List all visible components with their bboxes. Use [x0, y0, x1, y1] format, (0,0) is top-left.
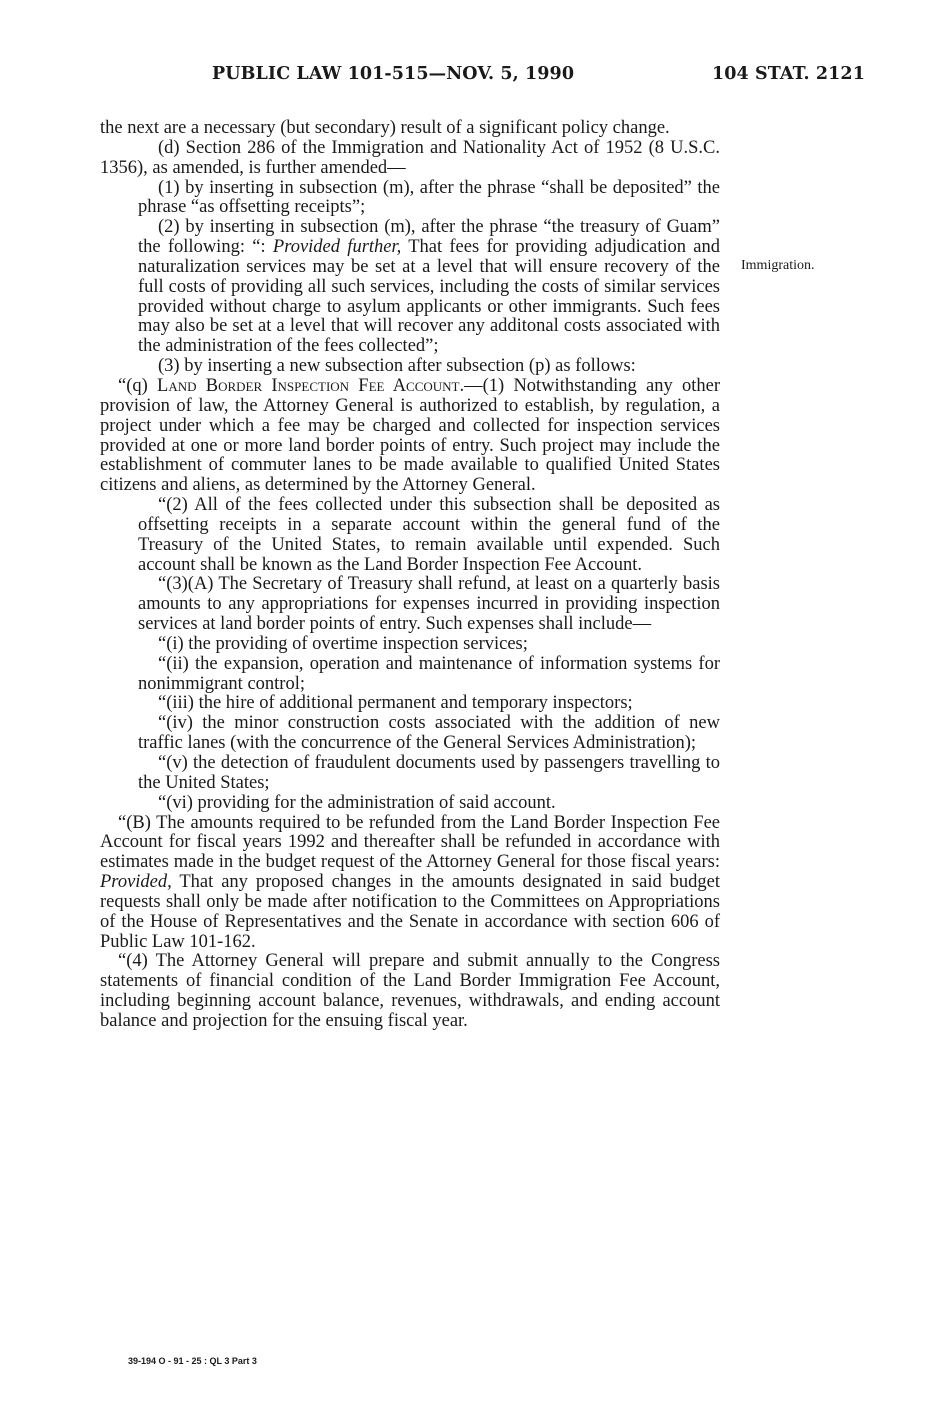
italic-run: Provided, — [100, 872, 172, 893]
paragraph: “(vi) providing for the administration of said account. — [158, 792, 556, 813]
paragraph: “(2) All of the fees collected under this subsection shall be deposited as offsetting receipts in a separate account within the general fund of the Treasury of the United States, to remain available until expended. Such account shall be known as the Land Border Inspection Fee Account. — [138, 495, 720, 575]
text-run: That fees for providing adjudication and naturalization services may be set at a level that will ensure recovery of the full costs of providing all such services, including the costs of similar services provided without charge to asylum applicants or other immigrants. Such fees may also be set at a level that will recover any additonal costs associated with the administration of the fees collected”; — [138, 237, 720, 357]
text-run: (2) by inserting in subsection (m), after the phrase “the treasury of Guam” the following: “: — [138, 217, 720, 258]
paragraph: (1) by inserting in subsection (m), after the phrase “shall be deposited” the phrase “as offsetting receipts”; — [138, 177, 720, 218]
text-run: “(B) The amounts required to be refunded from the Land Border Inspection Fee Account for fiscal years 1992 and thereafter shall be refunded in accordance with estimates made in the budget request of the Attorney General for those fiscal years: — [100, 812, 720, 873]
paragraph — [100, 377, 720, 496]
section-heading: Land Border Inspection Fee Account. — [157, 375, 465, 396]
running-head: PUBLIC LAW 101-515—NOV. 5, 1990 — [212, 64, 575, 84]
print-code-footer: 39-194 O - 91 - 25 : QL 3 Part 3 — [128, 1356, 257, 1366]
paragraph: “(4) The Attorney General will prepare and submit annually to the Congress statements of financial condition of the Land Border Immigration Fee Account, including beginning account balance, revenues, withdrawals, and ending account balance and projection for the ensuing fiscal year. — [100, 951, 720, 1031]
paragraph: “(iv) the minor construction costs associated with the addition of new traffic lanes (with the concurrence of the General Services Administration); — [138, 713, 720, 754]
text-run: “(q) — [118, 375, 158, 396]
body-text — [100, 119, 720, 1032]
paragraph: (d) Section 286 of the Immigration and Nationality Act of 1952 (8 U.S.C. 1356), as amended, is further amended— — [100, 137, 720, 178]
paragraph: (3) by inserting a new subsection after subsection (p) as follows: — [158, 356, 636, 377]
paragraph — [100, 814, 720, 953]
paragraph: “(3)(A) The Secretary of Treasury shall refund, at least on a quarterly basis amounts to any appropriations for expenses incurred in providing inspection services at land border points of entry. Such expenses shall include— — [138, 574, 720, 635]
paragraph: “(ii) the expansion, operation and maintenance of information systems for nonimmigrant control; — [138, 653, 720, 694]
paragraph: “(v) the detection of fraudulent documents used by passengers travelling to the United States; — [138, 753, 720, 793]
text-run: —(1) Notwithstanding any other provision of law, the Attorney General is authorized to establish, by regulation, a project under which a fee may be charged and collected for inspection services provided at one or more land border points of entry. Such project may include the establishment of commuter lanes to be made available to qualified United States citizens and aliens, as determined by the Attorney General. — [100, 375, 720, 496]
page-number: 104 STAT. 2121 — [711, 64, 865, 84]
page-header — [100, 64, 865, 90]
paragraph: “(iii) the hire of additional permanent and temporary inspectors; — [158, 693, 633, 714]
italic-run: Provided further, — [272, 237, 402, 258]
paragraph — [100, 218, 720, 357]
paragraph: “(i) the providing of overtime inspection services; — [158, 633, 528, 654]
margin-note: Immigration. — [741, 258, 815, 273]
paragraph: the next are a necessary (but secondary) result of a significant policy change. — [100, 118, 670, 138]
text-run: That any proposed changes in the amounts designated in said budget requests shall only be made after notification to the Committees on Appropriations of the House of Representatives and the Senate in accordance with section 606 of Public Law 101-162. — [100, 872, 720, 952]
